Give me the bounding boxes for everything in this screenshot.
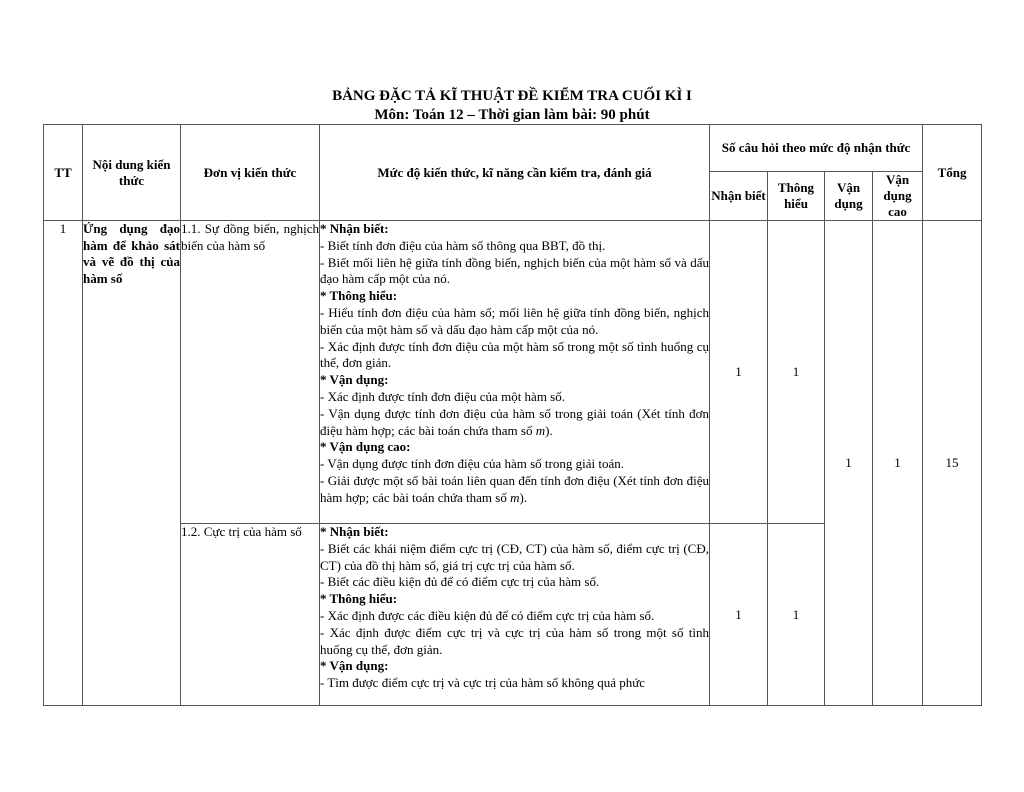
header-noi-dung: Nội dung kiến thức xyxy=(83,125,181,221)
criterion-item: - Xác định được tính đơn điệu của một hàm số. xyxy=(320,388,565,404)
header-tong: Tổng xyxy=(923,125,982,221)
unit-name: 1.1. Sự đồng biến, nghịch biến của hàm số xyxy=(181,221,320,524)
count-tong: 15 xyxy=(923,221,982,706)
header-tt: TT xyxy=(44,125,83,221)
criterion-item: - Vận dụng được tính đơn điệu của hàm số trong giải toán. xyxy=(320,456,624,472)
count-nhan-biet: 1 xyxy=(710,221,768,524)
document-title: BẢNG ĐẶC TẢ KĨ THUẬT ĐỀ KIỂM TRA CUỐI KÌ I xyxy=(332,88,692,104)
level-heading: * Thông hiểu: xyxy=(320,591,398,607)
criterion-item: - Hiểu tính đơn điệu của hàm số; mối liên hệ giữa tính đồng biến, nghịch biến của một hàm số và dấu đạo hàm cấp một của nó. xyxy=(320,304,709,337)
level-heading: * Vận dụng: xyxy=(320,658,389,674)
criterion-item: - Biết mối liên hệ giữa tính đồng biến, nghịch biến của một hàm số và dấu đạo hàm cấp một của nó. xyxy=(320,254,709,287)
table-row xyxy=(44,221,982,524)
criterion-item: - Biết các khái niệm điểm cực trị (CĐ, CT) của hàm số, điểm cực trị (CĐ, CT) của đồ thị hàm số, giá trị cực trị của hàm số. xyxy=(320,540,709,573)
count-thong-hieu: 1 xyxy=(768,524,825,706)
level-heading: * Nhận biết: xyxy=(320,524,389,539)
level-heading: * Vận dụng cao: xyxy=(320,439,411,455)
header-van-dung-cao: Vận dụng cao xyxy=(873,172,923,221)
count-van-dung: 1 xyxy=(825,221,873,706)
specification-table xyxy=(43,124,982,706)
criterion-item: - Biết các điều kiện đủ để có điểm cực trị của hàm số. xyxy=(320,574,600,590)
header-muc-do: Mức độ kiến thức, kĩ năng cần kiểm tra, đánh giá xyxy=(320,125,710,221)
header-row xyxy=(44,125,982,172)
document-subtitle: Môn: Toán 12 – Thời gian làm bài: 90 phút xyxy=(374,107,650,123)
criterion-item: - Biết tính đơn điệu của hàm số thông qua BBT, đồ thị. xyxy=(320,237,606,253)
criterion-item: - Xác định được điểm cực trị và cực trị của hàm số trong một số tình huống cụ thể, đơn giản. xyxy=(320,624,709,657)
criterion-item: - Tìm được điểm cực trị và cực trị của hàm số không quá phức xyxy=(320,675,646,691)
section-topic: Ứng dụng đạo hàm để khảo sát và vẽ đồ thị của hàm số xyxy=(83,221,181,706)
header-don-vi: Đơn vị kiến thức xyxy=(181,125,320,221)
criterion-item: - Vận dụng được tính đơn điệu của hàm số trong giải toán (Xét tính đơn điệu hàm hợp; các bài toán chứa tham số m). xyxy=(320,405,709,438)
criterion-item: - Xác định được các điều kiện đủ để có điểm cực trị của hàm số. xyxy=(320,607,655,623)
level-heading: * Nhận biết: xyxy=(320,221,389,236)
header-nhan-biet: Nhận biết xyxy=(710,172,768,221)
level-heading: * Vận dụng: xyxy=(320,372,389,388)
criterion-item: - Giải được một số bài toán liên quan đến tính đơn điệu (Xét tính đơn điệu hàm hợp; các bài toán chứa tham số m). xyxy=(320,472,709,505)
section-number: 1 xyxy=(44,221,83,706)
criterion-item: - Xác định được tính đơn điệu của một hàm số trong một số tình huống cụ thể, đơn giản. xyxy=(320,338,709,371)
unit-content xyxy=(320,221,710,524)
level-heading: * Thông hiểu: xyxy=(320,288,398,304)
unit-content xyxy=(320,524,710,706)
unit-name: 1.2. Cực trị của hàm số xyxy=(181,524,320,706)
header-van-dung: Vận dụng xyxy=(825,172,873,221)
count-van-dung-cao: 1 xyxy=(873,221,923,706)
header-thong-hieu: Thông hiểu xyxy=(768,172,825,221)
count-thong-hieu: 1 xyxy=(768,221,825,524)
header-so-cau: Số câu hỏi theo mức độ nhận thức xyxy=(710,125,923,172)
count-nhan-biet: 1 xyxy=(710,524,768,706)
